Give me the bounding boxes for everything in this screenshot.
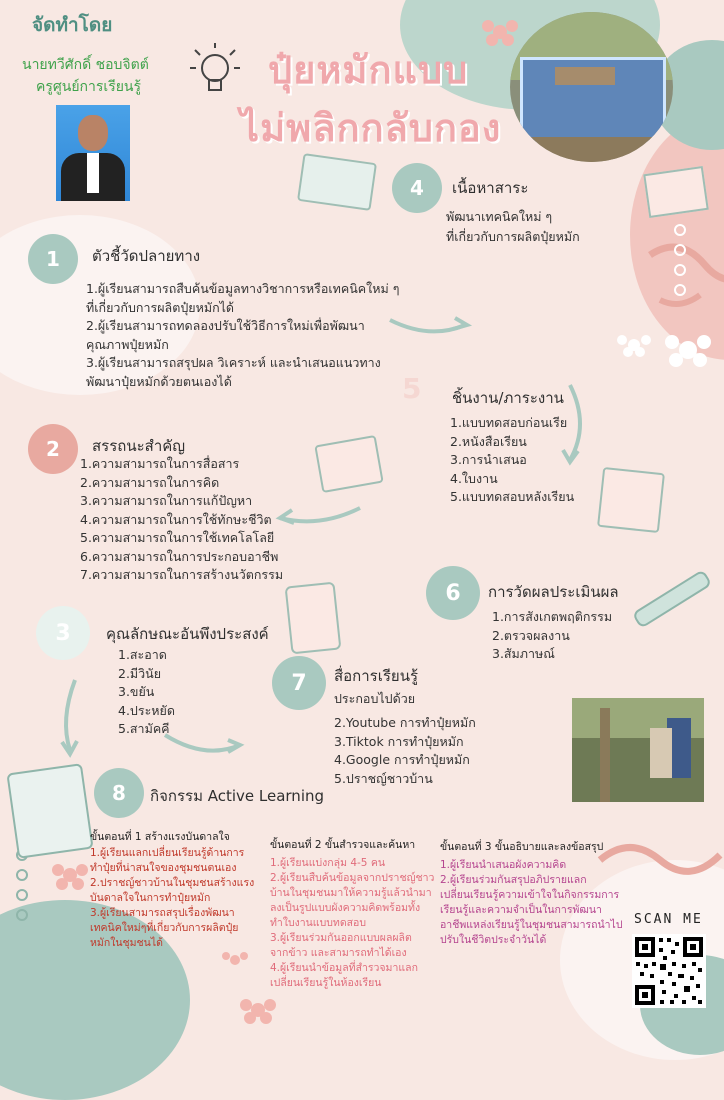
section-1-number: 1 (28, 234, 78, 284)
phone-icon (285, 582, 342, 655)
step-3-list (440, 858, 623, 948)
step-1-heading: ขั้นตอนที่ 1 สร้างแรงบันดาลใจ (90, 831, 230, 843)
list-item: 4.ประหยัด (118, 702, 175, 718)
section-8-number: 8 (94, 768, 144, 818)
author-name: นายทวีศักดิ์ ชอบจิตต์ (22, 57, 149, 73)
list-item: ทำใบงานแบบทดสอบ (270, 917, 367, 929)
section-5-list (450, 414, 574, 507)
section-4-heading: เนื้อหาสาระ (452, 179, 529, 197)
section-3-list (118, 646, 175, 739)
list-item: 3.ผู้เรียนสามารถสรุปเรื่องพัฒนา (90, 907, 235, 919)
list-item: 1.ผู้เรียนแลกเปลี่ยนเรียนรู้ด้านการ (90, 847, 245, 859)
list-item: ลงเป็นรูปแบบผังความคิดพร้อมทั้ง (270, 902, 421, 914)
list-item: 1.การสังเกตพฤติกรรม (492, 609, 613, 624)
list-item: ที่เกี่ยวกับการผลิตปุ๋ยหมักได้ (86, 299, 235, 315)
page-title-line1: ปุ๋ยหมักแบบ (268, 48, 469, 92)
section-4-number: 4 (392, 163, 442, 213)
section-2-heading: สรรถนะสำคัญ (92, 437, 186, 455)
envelope-icon (643, 166, 709, 218)
list-item: 2.ผู้เรียนสามารถทดลองปรับใช้วิธีการใหม่เพื่อพัฒนา (86, 318, 365, 333)
list-item: 2.ความสามารถในการคิด (80, 474, 220, 490)
list-item: 7.ความสามารถในการสร้างนวัตกรรม (80, 567, 284, 582)
list-item: 2.ปราชญ์ชาวบ้านในชุมชนสร้างแรง (90, 877, 255, 889)
list-item: 2.Youtube การทำปุ๋ยหมัก (334, 715, 476, 730)
list-item: 5.สามัคคี (118, 721, 170, 736)
list-item: 3.การนำเสนอ (450, 452, 527, 467)
author-role: ครูศูนย์การเรียนรู้ (36, 79, 141, 95)
list-item: เรียนรู้และความจำเป็นในการพัฒนา (440, 904, 602, 916)
list-item: บันดาลใจในการทำปุ๋ยหมัก (90, 892, 211, 904)
section-3-heading: คุณลักษณะอันพึงประสงค์ (106, 625, 269, 643)
list-item: คุณภาพปุ๋ยหมัก (86, 336, 169, 352)
section-1-list (86, 280, 399, 391)
section-6-heading: การวัดผลประเมินผล (488, 583, 619, 601)
section-4-line: ที่เกี่ยวกับการผลิตปุ๋ยหมัก (446, 229, 580, 244)
list-item: 2.หนังสือเรียน (450, 433, 527, 449)
section-7-heading: สื่อการเรียนรู้ (334, 667, 419, 685)
list-item: จากข้าว และสามารถทำได้เอง (270, 947, 407, 959)
list-item: พัฒนาปุ๋ยหมักด้วยตนเองได้ (86, 373, 232, 389)
list-item: 4.ความสามารถในการใช้ทักษะชีวิต (80, 511, 272, 527)
section-6-list (492, 608, 612, 664)
list-item: 1.สะอาด (118, 647, 167, 662)
list-item: 3.ความสามารถในการแก้ปัญหา (80, 493, 253, 508)
step-2-list (270, 856, 434, 991)
list-item: 3.ขยัน (118, 684, 155, 699)
section-2-number: 2 (28, 424, 78, 474)
compost-bin-photo (510, 12, 673, 162)
section-1-heading: ตัวชี้วัดปลายทาง (92, 247, 201, 265)
list-item: 4.ใบงาน (450, 470, 498, 486)
field-photo (572, 698, 704, 802)
list-item: 3.สัมภาษณ์ (492, 646, 555, 661)
list-item: เปลี่ยนเรียนรู้ความเข้าใจในกิจกรรมการ (440, 889, 620, 901)
list-item: 3.ผู้เรียนร่วมกันออกแบบผลผลิต (270, 932, 412, 944)
section-5-ghost-number: 5 (402, 372, 422, 405)
list-item: 2.ผู้เรียนสืบค้นข้อมูลจากปราชญ์ชาว (270, 872, 435, 884)
floppy-disk-icon (597, 467, 665, 533)
list-item: 2.ตรวจผลงาน (492, 627, 570, 643)
step-2-heading: ขั้นตอนที่ 2 ขั้นสำรวจและค้นหา (270, 839, 416, 851)
lightbulb-icon (190, 43, 240, 90)
list-item: 1.ความสามารถในการสื่อสาร (80, 456, 240, 471)
author-heading: จัดทำโดย (32, 14, 113, 36)
list-item: บ้านในชุมชนมาให้ความรู้แล้วนำมา (270, 887, 432, 899)
list-item: อาชีพแหล่งเรียนรู้ในชุมชนสามารถนำไป (440, 919, 623, 931)
cassette-icon (297, 153, 377, 211)
list-item: หมักในชุมชนได้ (90, 937, 163, 949)
list-item: ทำปุ๋ยที่น่าสนใจของชุมชนตนเอง (90, 862, 237, 874)
author-photo (56, 105, 130, 201)
step-3-heading: ขั้นตอนที่ 3 ขั้นอธิบายและลงข้อสรุป (440, 841, 604, 853)
list-item: 1.ผู้เรียนแบ่งกลุ่ม 4-5 คน (270, 857, 386, 869)
step-1-list (90, 846, 254, 951)
section-7-sub: ประกอบไปด้วย (334, 691, 416, 706)
list-item: ปรับในชีวิตประจำวันได้ (440, 934, 547, 946)
list-item: 5.ปราชญ์ชาวบ้าน (334, 770, 433, 786)
list-item: 4.ผู้เรียนนำข้อมูลที่สำรวจมาแลก (270, 962, 418, 974)
page-title-line2: ไม่พลิกกลับกอง (240, 106, 502, 150)
list-item: 5.ความสามารถในการใช้เทคโลโลยี (80, 530, 275, 545)
list-item: 1.ผู้เรียนสามารถสืบค้นข้อมูลทางวิชาการหรือเทคนิคใหม่ ๆ (86, 281, 400, 296)
list-item: 5.แบบทดสอบหลังเรียน (450, 489, 575, 504)
section-2-list (80, 455, 283, 585)
list-item: เทคนิคใหม่ๆที่เกี่ยวกับการผลิตปุ๋ย (90, 922, 239, 934)
list-item: 3.ผู้เรียนสามารถสรุปผล วิเคราะห์ และนำเสนอแนวทาง (86, 355, 381, 370)
list-item: 3.Tiktok การทำปุ๋ยหมัก (334, 733, 464, 749)
scan-me-label: SCAN ME (634, 912, 703, 927)
section-7-list (334, 714, 476, 788)
section-7-number: 7 (272, 656, 326, 710)
list-item: เปลี่ยนเรียนรู้ในห้องเรียน (270, 977, 382, 989)
section-3-number: 3 (36, 606, 90, 660)
list-item: 1.ผู้เรียนนำเสนอผังความคิด (440, 859, 567, 871)
section-8-heading: กิจกรรม Active Learning (150, 787, 325, 805)
qr-code-icon[interactable] (632, 934, 706, 1008)
section-6-number: 6 (426, 566, 480, 620)
list-item: 2.มีวินัย (118, 665, 162, 681)
section-5-heading: ชิ้นงาน/ภาระงาน (452, 389, 564, 407)
list-item: 6.ความสามารถในการประกอบอาชีพ (80, 548, 279, 564)
notebook-icon (6, 763, 93, 859)
list-item: 1.แบบทดสอบก่อนเรีย (450, 415, 568, 430)
section-4-line: พัฒนาเทคนิคใหม่ ๆ (446, 209, 553, 224)
list-item: 2.ผู้เรียนร่วมกันสรุปอภิปรายแลก (440, 874, 587, 886)
list-item: 4.Google การทำปุ๋ยหมัก (334, 752, 470, 767)
